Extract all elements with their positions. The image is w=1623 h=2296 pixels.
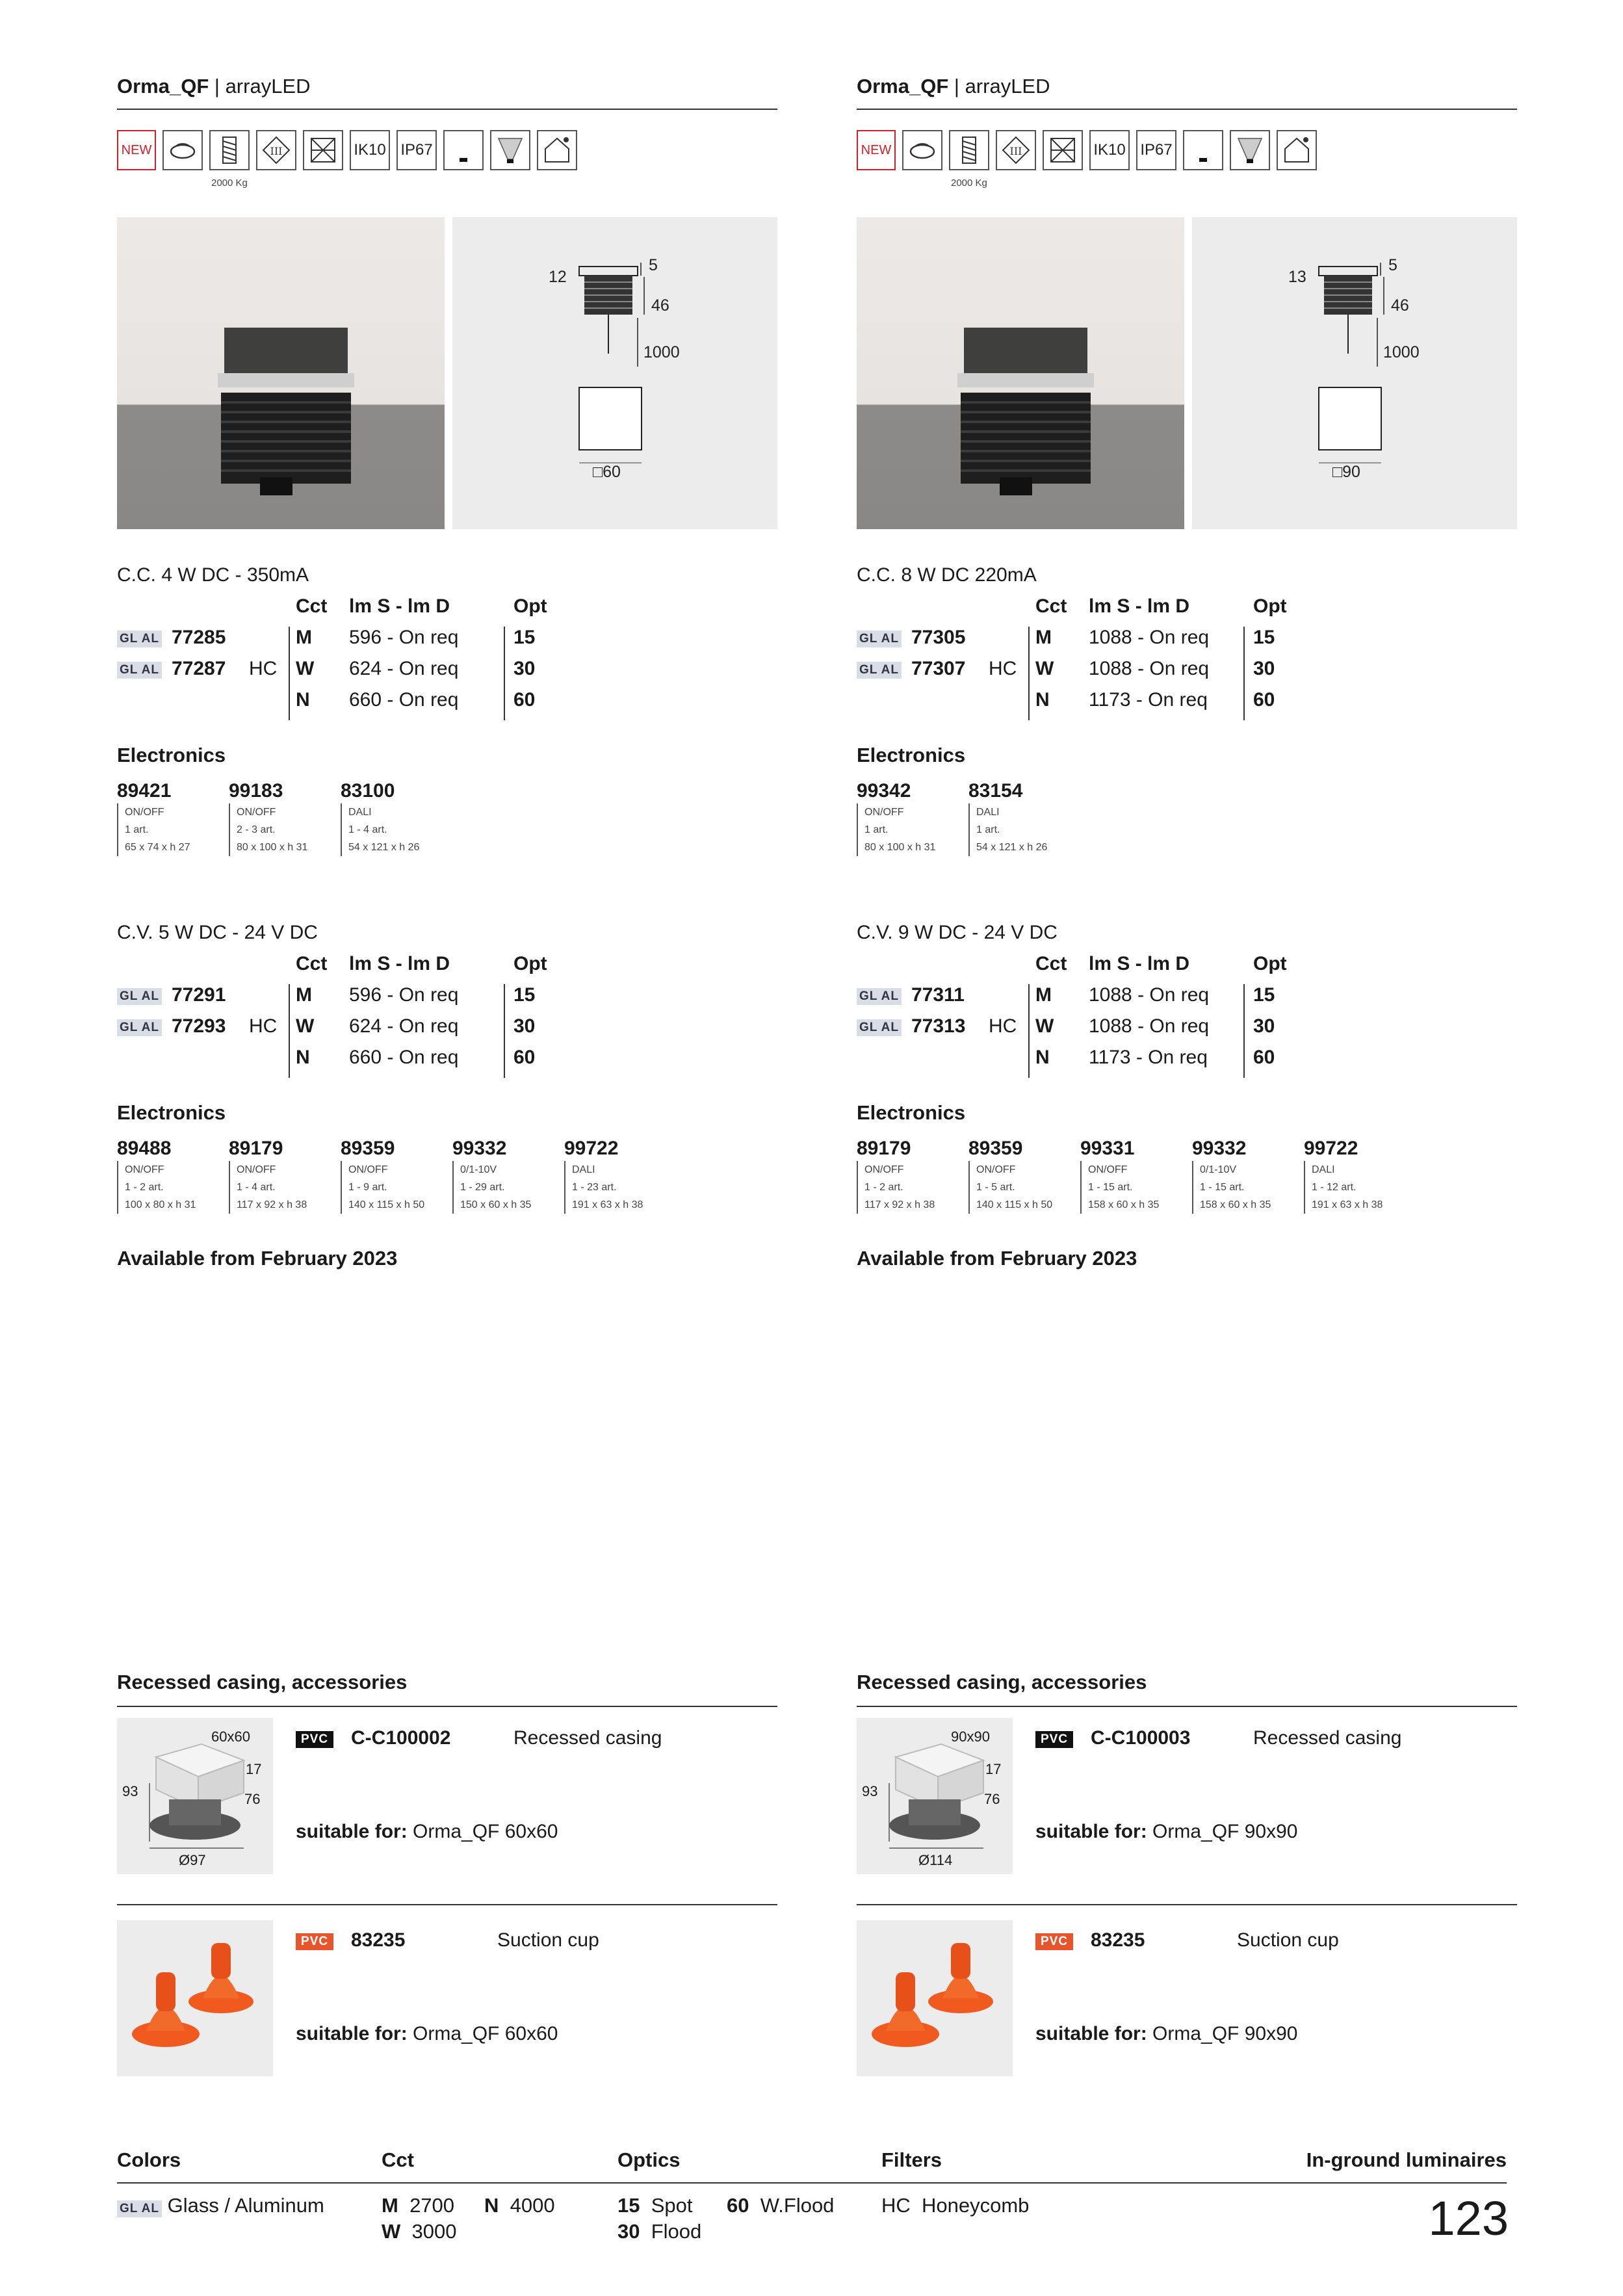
driver-code: 99332 [452,1138,507,1159]
driver-capacity: 2 - 3 art. [237,824,276,835]
no-insulation-icon [303,130,343,170]
cc-table [117,595,572,719]
optic-30: 30 Flood [617,2220,702,2243]
driver-type: DALI [976,807,1000,818]
driver-type: ON/OFF [125,807,164,818]
material-badge: GL AL [117,662,162,679]
lumen-value: 1173 - On req [1089,1047,1208,1068]
cct-value: M [296,984,312,1006]
driver-type: ON/OFF [237,1164,276,1175]
lumen-value: 660 - On req [349,1047,459,1068]
dim-top: 60x60 [211,1729,250,1745]
dim-diameter: Ø97 [179,1852,206,1868]
optic-value: 15 [1253,984,1275,1006]
driver-size: 54 x 121 x h 26 [348,842,420,853]
lm-header: lm S - lm D [1089,953,1190,974]
optic-value: 60 [1253,689,1275,711]
driver-item [229,1138,333,1214]
driver-size: 65 x 74 x h 27 [125,842,190,853]
recessed-casing-item [857,1718,1517,1874]
driver-type: ON/OFF [864,1164,904,1175]
colors-value [117,2194,324,2217]
suitable-for [1035,1821,1297,1843]
accessories-title: Recessed casing, accessories [117,1671,777,1707]
hc-flag: HC [989,658,1017,679]
optics-title: Optics [617,2148,681,2171]
driver-code: 89421 [117,780,172,802]
driver-size: 54 x 121 x h 26 [976,842,1048,853]
cct-value: M [1035,627,1052,648]
dim-cable: 1000 [643,343,680,361]
driver-size: 100 x 80 x h 31 [125,1199,196,1210]
lumen-value: 660 - On req [349,689,459,711]
cct-value: W [296,1015,315,1037]
cct-w: W 3000 [382,2220,457,2243]
driver-code: 89179 [857,1138,911,1159]
opt-header: Opt [1253,953,1287,974]
article-code: 77291 [172,984,226,1006]
product-header: Orma_QF | arrayLED [857,75,1517,110]
dim-a: 17 [246,1761,262,1777]
pvc-badge: PVC [1035,1731,1073,1748]
driver-type: DALI [572,1164,595,1175]
load-icon [209,130,250,170]
beam-icon [1230,130,1270,170]
cv-title: C.V. 5 W DC - 24 V DC [117,922,318,943]
product-name: Orma_QF [117,75,209,98]
optic-value: 30 [1253,658,1275,679]
product-column-left [117,0,777,2296]
hc-flag: HC [249,658,278,679]
optic-60: 60 W.Flood [727,2194,835,2217]
driver-type: 0/1-10V [1200,1164,1237,1175]
cct-value: N [1035,689,1050,711]
driver-type: ON/OFF [976,1164,1016,1175]
material-badge: GL AL [857,988,902,1005]
dim-diameter: Ø114 [918,1852,953,1868]
ik-rating-icon: IK10 [350,130,390,170]
class-iii-icon [256,130,296,170]
cc-title: C.C. 4 W DC - 350mA [117,564,309,586]
dim-left: 13 [1288,268,1306,286]
cct-value: N [296,1047,310,1068]
accessory-code: C-C100002 [351,1727,451,1749]
suitable-label: suitable for: [296,2023,408,2044]
driver-item [117,1138,221,1214]
feature-icons [117,130,577,172]
driver-item [857,780,961,856]
dim-height: 46 [1391,296,1409,315]
electronics-title: Electronics [857,1101,966,1124]
driver-item [1192,1138,1296,1214]
svg-text:III: III [1009,145,1022,157]
dim-size: □90 [1332,463,1360,481]
table-row [857,1047,1312,1078]
technical-drawing [452,217,777,529]
driver-code: 99183 [229,780,283,802]
outdoor-icon [537,130,577,170]
driver-capacity: 1 - 12 art. [1312,1182,1357,1193]
table-row [117,1047,572,1078]
accessory-desc: Suction cup [497,1929,599,1951]
svg-text:III: III [270,145,283,157]
new-badge: NEW [117,130,156,170]
hc-flag: HC [249,1015,278,1037]
driver-size: 150 x 60 x h 35 [460,1199,532,1210]
dim-height: 93 [862,1783,878,1799]
load-icon [949,130,989,170]
suction-cup-image [117,1920,273,2076]
driver-code: 89488 [117,1138,172,1159]
driver-type: DALI [1312,1164,1335,1175]
optic-15: 15 Spot [617,2194,693,2217]
table-row [857,984,1312,1015]
suitable-label: suitable for: [1035,1821,1147,1842]
article-code: 77305 [911,627,966,648]
cct-value: W [296,658,315,679]
driver-size: 140 x 115 x h 50 [976,1199,1053,1210]
dim-top: 5 [1388,256,1397,274]
feature-icons [857,130,1317,172]
driver-capacity: 1 - 15 art. [1088,1182,1133,1193]
pvc-badge: PVC [296,1731,333,1748]
colors-badge: GL AL [117,2200,162,2217]
driver-size: 158 x 60 x h 35 [1088,1199,1160,1210]
driver-type: ON/OFF [1088,1164,1128,1175]
driver-type: ON/OFF [125,1164,164,1175]
optic-value: 60 [513,1047,536,1068]
beam-icon [490,130,530,170]
cct-value: M [1035,984,1052,1006]
driver-item [117,780,221,856]
driver-capacity: 1 - 4 art. [237,1182,276,1193]
driver-capacity: 1 - 2 art. [864,1182,903,1193]
product-header: Orma_QF | arrayLED [117,75,777,110]
article-code: 77307 [911,658,966,679]
product-family: arrayLED [225,75,311,98]
suitable-label: suitable for: [1035,2023,1147,2044]
driver-size: 80 x 100 x h 31 [864,842,936,853]
driver-code: 99331 [1080,1138,1135,1159]
colors-text: Glass / Aluminum [167,2194,324,2217]
ip-rating-icon: IP67 [396,130,437,170]
driver-item [452,1138,556,1214]
accessory-code: C-C100003 [1091,1727,1191,1749]
cct-header: Cct [1035,953,1067,974]
cct-value: N [1035,1047,1050,1068]
electronics-title: Electronics [117,1101,226,1124]
lumen-value: 1088 - On req [1089,984,1210,1006]
dim-a: 17 [985,1761,1002,1777]
table-row [117,689,572,720]
optic-value: 30 [513,1015,536,1037]
suction-cup-item [857,1920,1517,2076]
table-row [117,627,572,658]
driver-size: 140 x 115 x h 50 [348,1199,425,1210]
optic-value: 30 [513,658,536,679]
product-name: Orma_QF [857,75,949,98]
load-capacity: 2000 Kg [951,177,987,189]
table-row [117,658,572,689]
accessory-desc: Recessed casing [513,1727,662,1749]
driver-code: 99332 [1192,1138,1247,1159]
optic-value: 30 [1253,1015,1275,1037]
article-code: 77287 [172,658,226,679]
dim-left: 12 [549,268,567,286]
opt-header: Opt [513,595,547,617]
cv-title: C.V. 9 W DC - 24 V DC [857,922,1058,943]
suitable-value: Orma_QF 60x60 [413,1821,558,1842]
load-capacity: 2000 Kg [211,177,248,189]
rotation-icon [162,130,203,170]
ik-rating-icon: IK10 [1089,130,1130,170]
lumen-value: 596 - On req [349,627,459,648]
driver-item [229,780,333,856]
lm-header: lm S - lm D [1089,595,1190,617]
recessed-casing-image [857,1718,1013,1874]
product-photo [857,217,1184,529]
floor-recessed-icon [443,130,484,170]
filters-title: Filters [881,2148,942,2171]
driver-type: ON/OFF [348,1164,388,1175]
cct-header: Cct [296,953,328,974]
lumen-value: 1088 - On req [1089,658,1210,679]
accessories-title: Recessed casing, accessories [857,1671,1517,1707]
material-badge: GL AL [857,662,902,679]
dim-height: 93 [122,1783,138,1799]
filters-value: HC Honeycomb [881,2194,1030,2217]
driver-item [341,1138,445,1214]
driver-capacity: 1 art. [864,824,889,835]
dim-cable: 1000 [1383,343,1420,361]
driver-capacity: 1 - 29 art. [460,1182,505,1193]
article-code: 77311 [911,984,965,1006]
driver-item [341,780,445,856]
material-badge: GL AL [857,631,902,647]
no-insulation-icon [1043,130,1083,170]
driver-capacity: 1 - 15 art. [1200,1182,1245,1193]
technical-drawing [1192,217,1517,529]
driver-code: 99342 [857,780,911,802]
outdoor-icon [1277,130,1317,170]
availability-note: Available from February 2023 [117,1247,398,1270]
driver-type: 0/1-10V [460,1164,497,1175]
product-column-right [857,0,1517,2296]
cct-header: Cct [1035,595,1067,617]
cct-value: W [1035,1015,1054,1037]
driver-size: 80 x 100 x h 31 [237,842,308,853]
dim-b: 76 [984,1791,1000,1807]
table-row [117,984,572,1015]
suitable-value: Orma_QF 60x60 [413,2023,558,2044]
opt-header: Opt [513,953,547,974]
material-badge: GL AL [117,988,162,1005]
cct-m: M 2700 [382,2194,455,2217]
cct-value: M [296,627,312,648]
optic-value: 15 [513,627,536,648]
ip-rating-icon: IP67 [1136,130,1176,170]
lumen-value: 596 - On req [349,984,459,1006]
suitable-value: Orma_QF 90x90 [1152,1821,1298,1842]
dim-size: □60 [593,463,621,481]
suitable-value: Orma_QF 90x90 [1152,2023,1298,2044]
lumen-value: 1173 - On req [1089,689,1208,711]
driver-size: 191 x 63 x h 38 [572,1199,643,1210]
driver-capacity: 1 - 2 art. [125,1182,164,1193]
new-badge: NEW [857,130,896,170]
suction-cup-image [857,1920,1013,2076]
recessed-casing-item [117,1718,777,1874]
cct-n: N 4000 [484,2194,555,2217]
table-row [857,658,1312,689]
driver-item [1304,1138,1408,1214]
cct-value: N [296,689,310,711]
driver-size: 158 x 60 x h 35 [1200,1199,1271,1210]
driver-code: 99722 [1304,1138,1358,1159]
driver-type: ON/OFF [864,807,904,818]
product-family: arrayLED [965,75,1050,98]
dim-top: 90x90 [951,1729,990,1745]
category-title: In-ground luminaires [1306,2148,1507,2171]
cv-table [857,953,1312,1076]
driver-capacity: 1 art. [125,824,149,835]
driver-item [857,1138,961,1214]
availability-note: Available from February 2023 [857,1247,1137,1270]
electronics-title: Electronics [117,744,226,766]
driver-type: ON/OFF [237,807,276,818]
driver-type: DALI [348,807,372,818]
optic-value: 60 [1253,1047,1275,1068]
driver-code: 89179 [229,1138,283,1159]
article-code: 77313 [911,1015,966,1037]
lumen-value: 1088 - On req [1089,627,1210,648]
cct-value: W [1035,658,1054,679]
pvc-badge: PVC [1035,1933,1073,1950]
optic-value: 15 [1253,627,1275,648]
driver-capacity: 1 - 23 art. [572,1182,617,1193]
material-badge: GL AL [857,1019,902,1036]
driver-size: 117 x 92 x h 38 [864,1199,935,1210]
driver-item [564,1138,668,1214]
driver-item [1080,1138,1184,1214]
table-row [857,1015,1312,1047]
lm-header: lm S - lm D [349,595,450,617]
floor-recessed-icon [1183,130,1223,170]
driver-capacity: 1 - 5 art. [976,1182,1015,1193]
suitable-for [296,2023,558,2045]
optic-value: 60 [513,689,536,711]
driver-size: 117 x 92 x h 38 [237,1199,307,1210]
driver-code: 89359 [968,1138,1023,1159]
accessory-desc: Recessed casing [1253,1727,1402,1749]
cct-header: Cct [296,595,328,617]
lumen-value: 624 - On req [349,658,459,679]
rotation-icon [902,130,942,170]
driver-code: 83154 [968,780,1023,802]
cct-title: Cct [382,2148,414,2171]
article-code: 77293 [172,1015,226,1037]
driver-capacity: 1 art. [976,824,1000,835]
lumen-value: 1088 - On req [1089,1015,1210,1037]
electronics-title: Electronics [857,744,966,766]
class-iii-icon [996,130,1036,170]
driver-item [968,780,1072,856]
opt-header: Opt [1253,595,1287,617]
material-badge: GL AL [117,631,162,647]
hc-flag: HC [989,1015,1017,1037]
table-row [857,689,1312,720]
colors-title: Colors [117,2148,181,2171]
cc-table [857,595,1312,719]
optic-value: 15 [513,984,536,1006]
table-row [117,1015,572,1047]
suitable-for [296,1821,558,1843]
pvc-badge: PVC [296,1933,333,1950]
suitable-for [1035,2023,1297,2045]
accessory-code: 83235 [351,1929,406,1951]
driver-item [968,1138,1072,1214]
cv-table [117,953,572,1076]
material-badge: GL AL [117,1019,162,1036]
suction-cup-item [117,1920,777,2076]
lm-header: lm S - lm D [349,953,450,974]
driver-capacity: 1 - 9 art. [348,1182,387,1193]
driver-code: 99722 [564,1138,619,1159]
driver-code: 89359 [341,1138,395,1159]
lumen-value: 624 - On req [349,1015,459,1037]
driver-size: 191 x 63 x h 38 [1312,1199,1383,1210]
driver-code: 83100 [341,780,395,802]
table-row [857,627,1312,658]
product-photo [117,217,445,529]
dim-b: 76 [244,1791,261,1807]
dim-height: 46 [651,296,669,315]
cc-title: C.C. 8 W DC 220mA [857,564,1037,586]
accessory-desc: Suction cup [1237,1929,1339,1951]
page-number: 123 [1428,2191,1509,2245]
article-code: 77285 [172,627,226,648]
driver-capacity: 1 - 4 art. [348,824,387,835]
dim-top: 5 [649,256,658,274]
recessed-casing-image [117,1718,273,1874]
suitable-label: suitable for: [296,1821,408,1842]
accessory-code: 83235 [1091,1929,1145,1951]
